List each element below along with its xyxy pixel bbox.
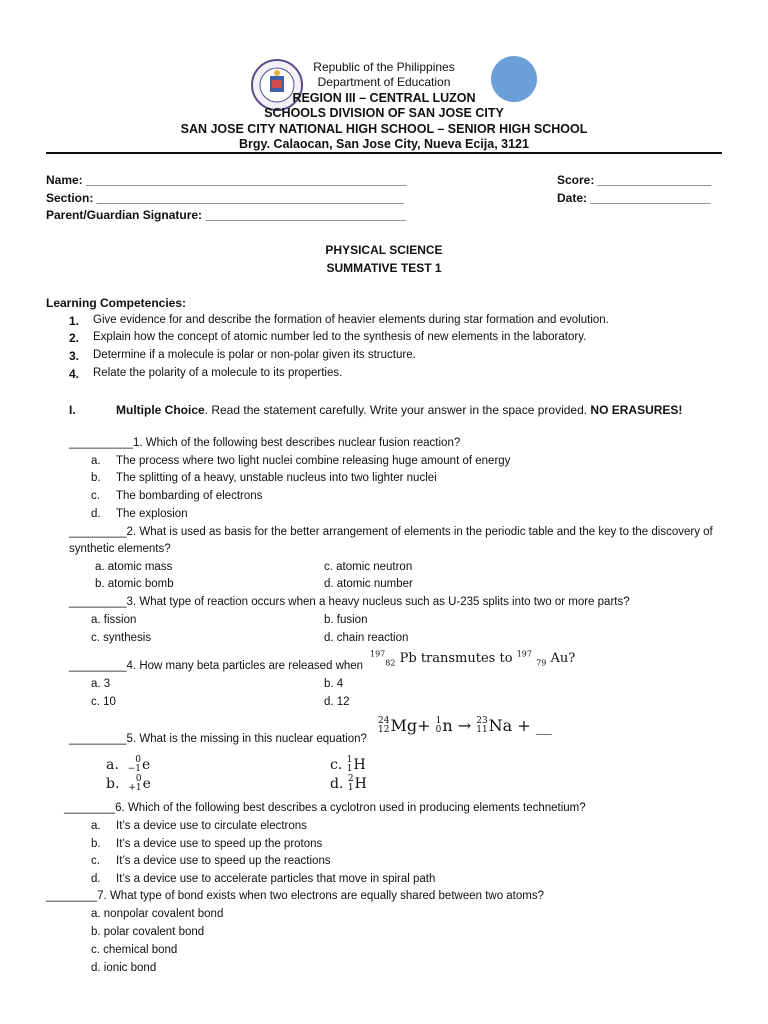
question-5: _________5. What is the missing in this nuclear equation?: [69, 733, 367, 745]
name-field[interactable]: Name: ________________________________________________: [46, 173, 407, 187]
competency-num: 3.: [69, 349, 80, 363]
choice-b: b. polar covalent bond: [91, 926, 205, 938]
competency-text: Give evidence for and describe the formation of heavier elements during star formation and evolution.: [93, 314, 609, 326]
choice-a: a. 3: [91, 678, 111, 690]
subject-title: PHYSICAL SCIENCE: [325, 243, 443, 257]
competency-num: 4.: [69, 367, 80, 381]
iso-bottom: −1: [127, 764, 141, 774]
choice-d: d. 12: [324, 696, 350, 708]
arrow-icon: →: [457, 716, 472, 735]
iso-top: 0: [135, 755, 141, 765]
choice-letter: a.: [91, 455, 101, 467]
q5-choice-a: [106, 756, 150, 774]
au-atomic: 79: [536, 658, 547, 668]
choice-letter: a.: [91, 820, 101, 832]
question-2-cont: synthetic elements?: [69, 543, 171, 555]
choice-a: a. nonpolar covalent bond: [91, 908, 224, 920]
choice-text: The splitting of a heavy, unstable nucleus into two lighter nuclei: [116, 472, 437, 484]
q5-choice-d: [330, 775, 367, 793]
competency-num: 2.: [69, 331, 80, 345]
au-symbol: Au?: [550, 651, 576, 666]
competencies-heading: Learning Competencies:: [46, 296, 187, 310]
choice-letter: c.: [330, 757, 343, 773]
equation-blank: __: [535, 716, 552, 735]
choice-b: b. atomic bomb: [95, 578, 174, 590]
choice-d: d. ionic bond: [91, 962, 157, 974]
iso-top: 0: [135, 774, 142, 784]
choice-b: b. 4: [324, 678, 344, 690]
iso-symbol: H: [354, 776, 367, 792]
q4-equation: [370, 651, 575, 666]
section-field[interactable]: Section: ______________________________________________: [46, 191, 404, 205]
choice-letter: d.: [91, 508, 101, 520]
q5-choice-b: [106, 775, 151, 793]
part-number: I.: [69, 403, 76, 417]
choice-letter: d.: [330, 776, 344, 792]
choice-c: c. chemical bond: [91, 944, 178, 956]
choice-letter: c.: [91, 490, 100, 502]
mg-number: 12: [378, 724, 390, 735]
n-number: 0: [435, 724, 442, 735]
question-2: _________2. What is used as basis for the better arrangement of elements in the periodic table and the key to the discovery of: [69, 526, 713, 538]
header-division: SCHOOLS DIVISION OF SAN JOSE CITY: [264, 106, 504, 120]
choice-a: a. atomic mass: [95, 561, 173, 573]
choice-text: The bombarding of electrons: [116, 490, 263, 502]
na-mass: 23: [476, 715, 488, 726]
iso: [128, 756, 141, 774]
iso-top: 1: [346, 755, 353, 765]
header-school: SAN JOSE CITY NATIONAL HIGH SCHOOL – SENIOR HIGH SCHOOL: [180, 122, 588, 136]
choice-text: It’s a device use to speed up the reactions: [116, 855, 331, 867]
choice-letter: b.: [106, 776, 120, 792]
choice-text: The process where two light nuclei combine releasing huge amount of energy: [116, 455, 511, 467]
date-field[interactable]: Date: __________________: [557, 191, 711, 205]
n-iso: [436, 717, 442, 735]
pb-atomic: 82: [385, 658, 396, 668]
part-instruction-text: . Read the statement carefully. Write your answer in the space provided.: [204, 403, 591, 417]
header-republic: Republic of the Philippines: [313, 60, 455, 74]
iso-symbol: e: [142, 776, 151, 792]
choice-b: b. fusion: [324, 614, 368, 626]
choice-letter: b.: [91, 472, 101, 484]
choice-text: It’s a device use to speed up the protons: [116, 838, 323, 850]
nuclear-equation: [378, 716, 552, 735]
na-number: 11: [476, 724, 488, 735]
mg-iso: [378, 717, 389, 735]
signature-field[interactable]: Parent/Guardian Signature: ______________________________: [46, 208, 406, 222]
choice-letter: c.: [91, 855, 100, 867]
choice-d: d. atomic number: [324, 578, 413, 590]
choice-a: a. fission: [91, 614, 137, 626]
iso-bottom: 1: [347, 783, 354, 793]
header-divider: [46, 152, 722, 154]
iso: [348, 775, 354, 793]
header-region: REGION III – CENTRAL LUZON: [292, 91, 476, 105]
iso: [347, 756, 353, 774]
choice-text: It’s a device use to circulate electrons: [116, 820, 307, 832]
mg-symbol: Mg+: [390, 716, 431, 735]
choice-letter: a.: [106, 757, 119, 773]
competency-text: Explain how the concept of atomic number led to the synthesis of new elements in the laboratory.: [93, 331, 587, 343]
choice-text: The explosion: [116, 508, 188, 520]
choice-letter: b.: [91, 838, 101, 850]
question-4: _________4. How many beta particles are released when: [69, 660, 364, 672]
transmutes-text: transmutes to: [420, 651, 513, 666]
q5-choice-c: [330, 756, 366, 774]
iso-symbol: e: [141, 757, 151, 773]
iso-bottom: 1: [346, 764, 353, 774]
choice-c: c. atomic neutron: [324, 561, 413, 573]
au-mass: 197: [516, 649, 532, 659]
question-7: ________7. What type of bond exists when two electrons are equally shared between two atoms?: [46, 890, 544, 902]
iso-top: 2: [347, 774, 354, 784]
question-3: _________3. What type of reaction occurs when a heavy nucleus such as U-235 splits into two or more parts?: [69, 596, 630, 608]
iso-bottom: +1: [128, 783, 142, 793]
mg-mass: 24: [378, 715, 390, 726]
part-instructions: [116, 403, 682, 417]
pb-mass: 197: [370, 649, 386, 659]
competency-num: 1.: [69, 314, 80, 328]
na-symbol: Na +: [488, 716, 531, 735]
choice-text: It’s a device use to accelerate particles that move in spiral path: [116, 873, 436, 885]
choice-letter: d.: [91, 873, 101, 885]
header-address: Brgy. Calaocan, San Jose City, Nueva Ecija, 3121: [239, 137, 529, 151]
competency-text: Relate the polarity of a molecule to its properties.: [93, 367, 343, 379]
question-1: __________1. Which of the following best describes nuclear fusion reaction?: [69, 437, 461, 449]
no-erasures-warning: NO ERASURES!: [590, 403, 683, 417]
choice-c: c. synthesis: [91, 632, 152, 644]
test-title: SUMMATIVE TEST 1: [326, 261, 442, 275]
score-field[interactable]: Score: _________________: [557, 173, 712, 187]
header-department: Department of Education: [317, 75, 451, 89]
question-6: ________6. Which of the following best describes a cyclotron used in producing elements technetium?: [64, 802, 586, 814]
pb-symbol: Pb: [399, 651, 417, 666]
choice-c: c. 10: [91, 696, 116, 708]
part-heading: Multiple Choice: [116, 403, 205, 417]
n-symbol: n: [442, 716, 453, 735]
competency-text: Determine if a molecule is polar or non-polar given its structure.: [93, 349, 416, 361]
n-mass: 1: [435, 715, 442, 726]
na-iso: [476, 717, 487, 735]
iso-symbol: H: [353, 757, 366, 773]
iso: [128, 775, 141, 793]
choice-d: d. chain reaction: [324, 632, 409, 644]
